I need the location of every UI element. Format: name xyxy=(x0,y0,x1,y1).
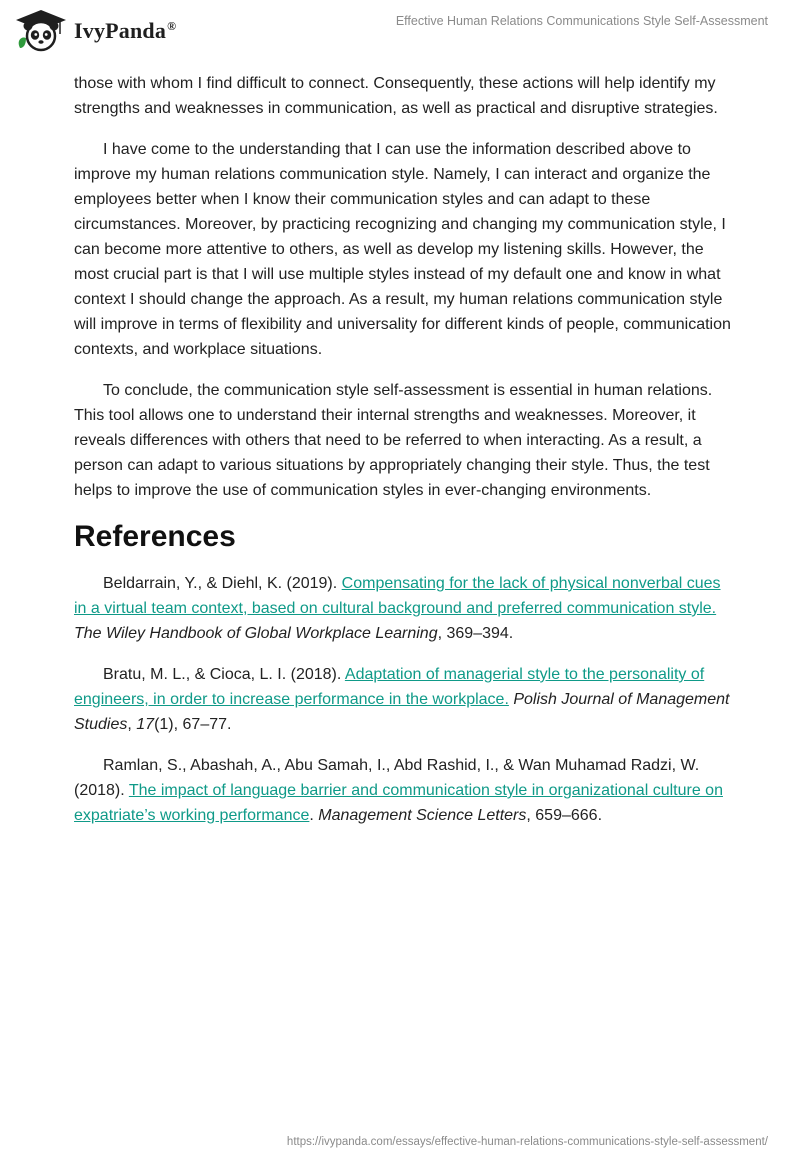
reference-issue: (1) xyxy=(154,716,174,733)
reference-authors: Beldarrain, Y., & Diehl, K. (2019). xyxy=(103,575,342,592)
essay-body xyxy=(74,71,734,844)
references-heading: References xyxy=(74,520,236,553)
reference-link[interactable]: Compensating for the lack of physical nonverbal cues in a virtual team context, based on cultural background and preferred communication style. xyxy=(74,575,721,617)
reference-authors: Ramlan, S., Abashah, A., Abu Samah, I., Abd Rashid, I., & Wan Muhamad Radzi, W. (2018). xyxy=(74,757,700,799)
reference-link[interactable]: Adaptation of managerial style to the personality of engineers, in order to increase performance in the workplace. xyxy=(74,666,705,708)
document-title: Effective Human Relations Communications Style Self-Assessment xyxy=(395,14,768,28)
paragraph-continued: those with whom I find difficult to connect. Consequently, these actions will help identify my strengths and weaknesses in communication, as well as practical and disruptive strategies. xyxy=(74,75,718,117)
footer-url[interactable]: https://ivypanda.com/essays/effective-human-relations-communications-style-self-assessment/ xyxy=(286,1136,768,1148)
brand-logo[interactable] xyxy=(14,8,176,54)
reference-item xyxy=(74,571,734,646)
paragraph: To conclude, the communication style self-assessment is essential in human relations. This tool allows one to understand their internal strengths and weaknesses. Moreover, it reveals differences with others that need to be referred to when interacting. As a result, a person can adapt to various situations by appropriately changing their style. Thus, the test helps to improve the use of communication styles in ever-changing environments. xyxy=(74,382,713,499)
panda-graduate-icon xyxy=(14,8,68,54)
reference-authors: Bratu, M. L., & Cioca, L. I. (2018). xyxy=(103,666,345,683)
reference-item: Ramlan, S., Abashah, A., Abu Samah, I., Abd Rashid, I., & Wan Muhamad Radzi, W. (2018). The impact of language barrier and communication style in organizational culture on expatriate’s working performance. Management Science Letters, 659–666. xyxy=(74,757,723,824)
reference-source: Management Science Letters xyxy=(318,807,527,824)
reference-source: The Wiley Handbook of Global Workplace Learning xyxy=(74,625,438,642)
reference-pages: , 67–77. xyxy=(173,716,232,733)
reference-volume: 17 xyxy=(136,716,155,733)
reference-pages: , 659–666. xyxy=(526,807,603,824)
reference-link[interactable]: The impact of language barrier and communication style in organizational culture on expatriate’s working performance xyxy=(74,782,723,824)
brand-name: IvyPanda® xyxy=(74,18,177,43)
paragraph: I have come to the understanding that I can use the information described above to improve my human relations communication style. Namely, I can interact and organize the employees better when I know their communication styles and can adapt to these circumstances. Moreover, by practicing recognizing and changing my communication style, I can become more attentive to others, as well as develop my listening skills. However, the most crucial part is that I will use multiple styles instead of my default one and know in what context I should change the approach. As a result, my human relations communication style will improve in terms of flexibility and universality for different kinds of people, communication contexts, and workplace situations. xyxy=(74,141,731,358)
reference-source: Polish Journal of Management Studies xyxy=(74,691,730,733)
reference-pages: , 369–394. xyxy=(437,625,514,642)
reference-item: Bratu, M. L., & Cioca, L. I. (2018). Adaptation of managerial style to the personality of engineers, in order to increase performance in the workplace. Polish Journal of Management Studies, 17(1), 67–77. xyxy=(74,666,730,733)
